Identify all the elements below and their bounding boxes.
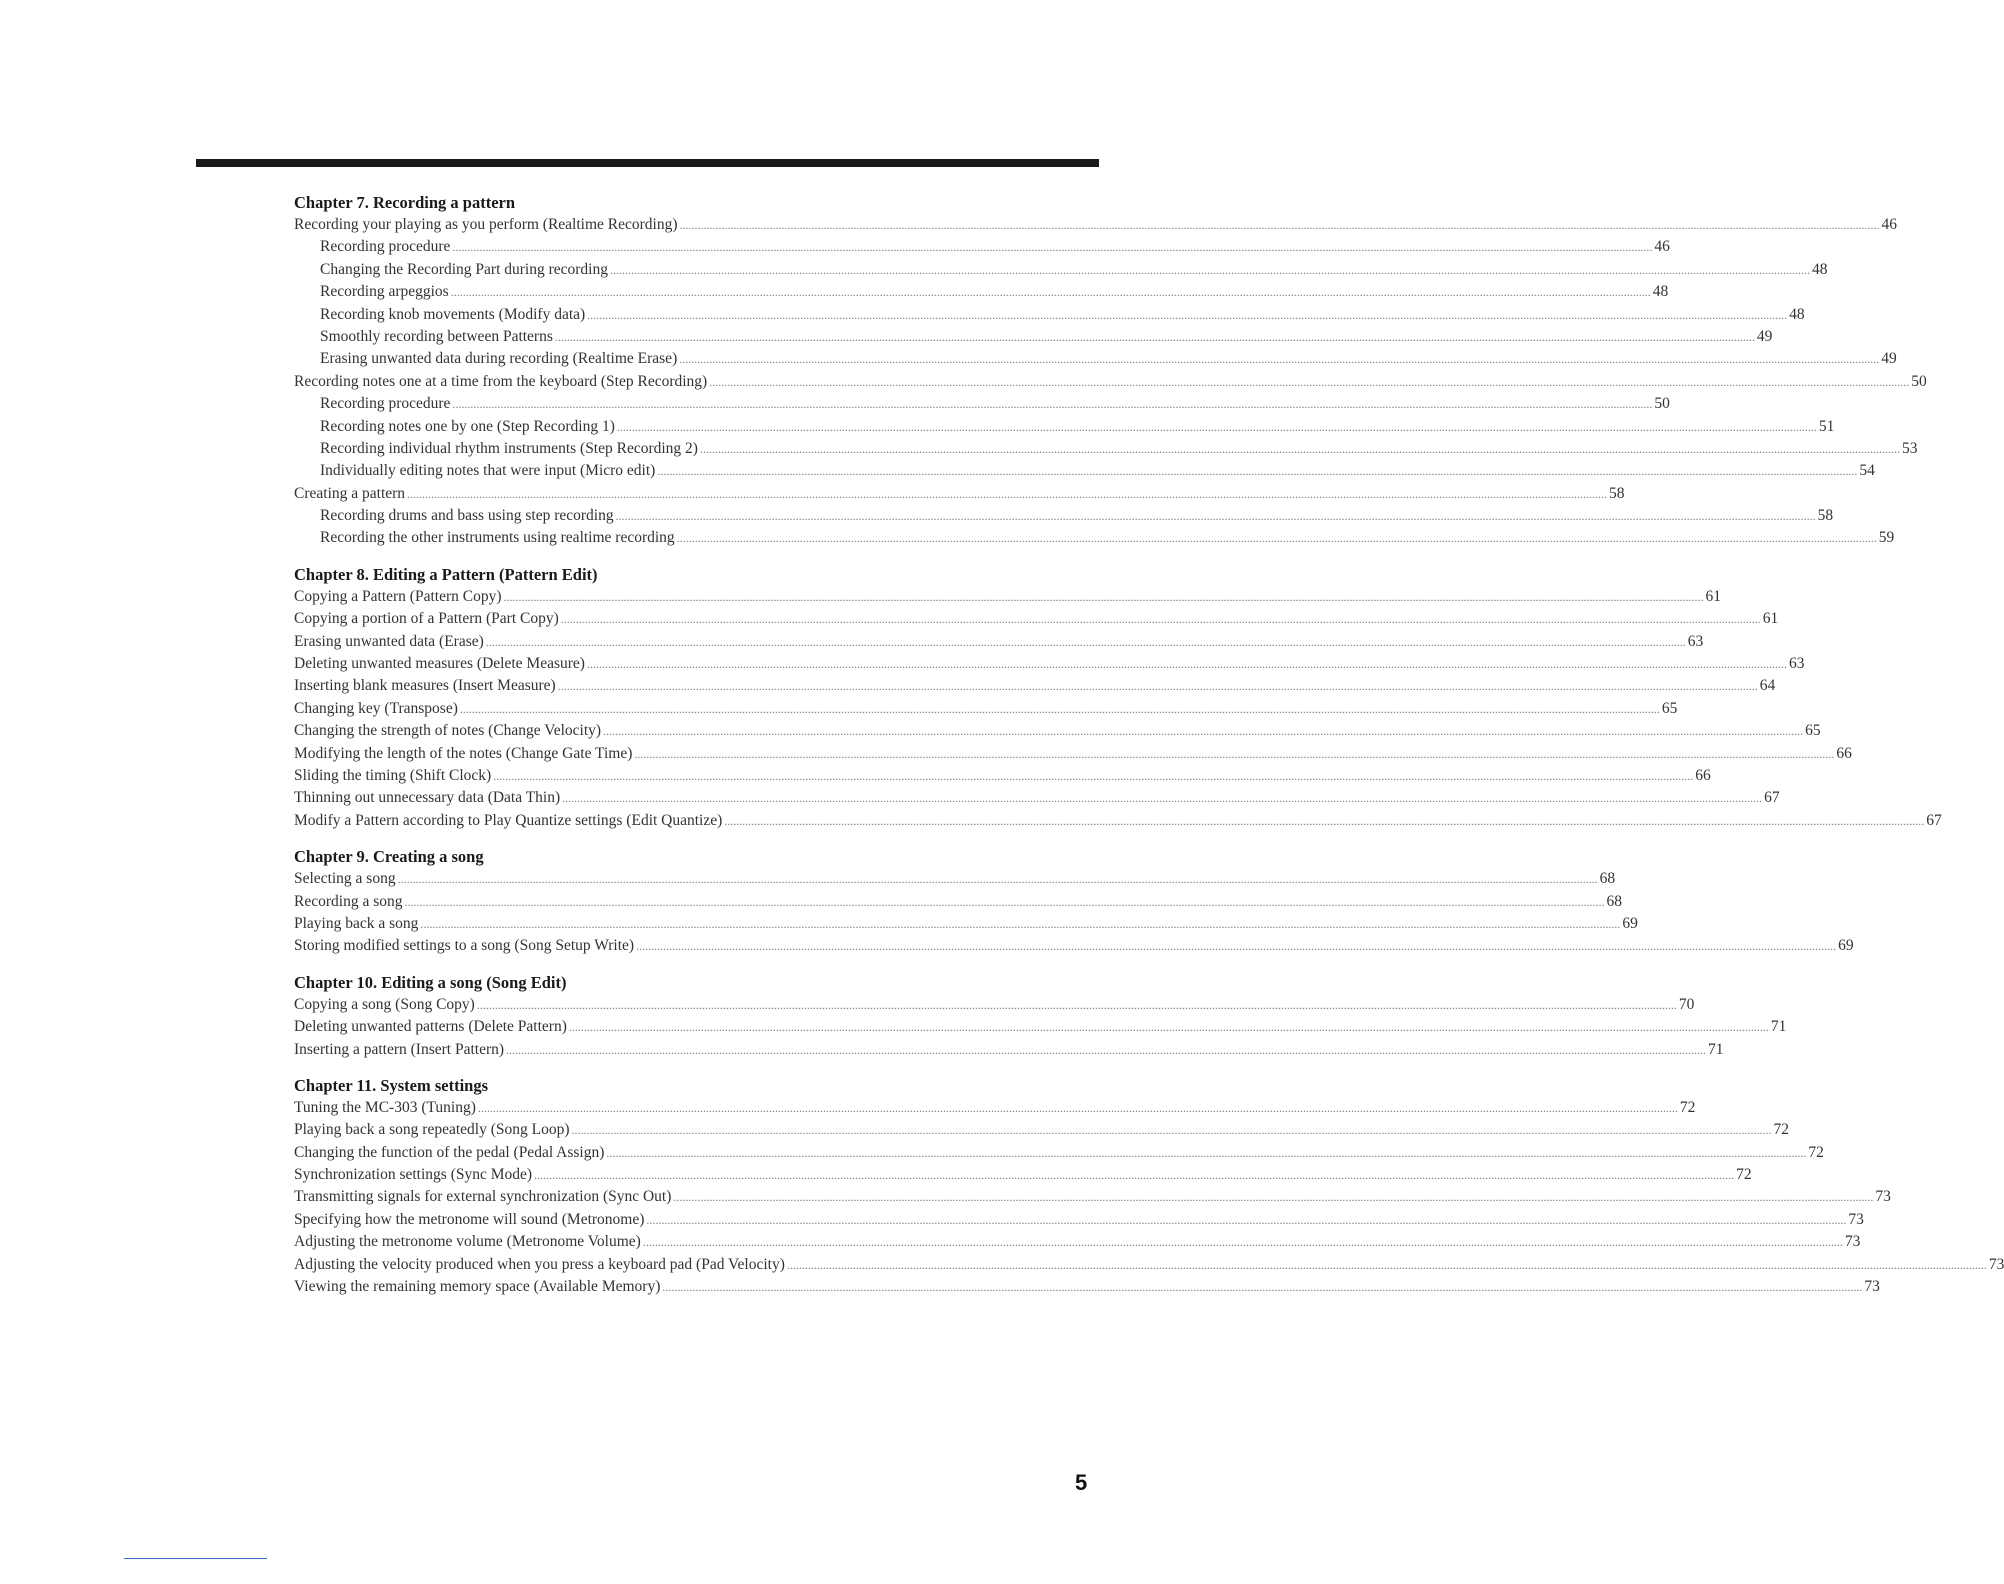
toc-entry-page: 72 bbox=[1679, 1098, 1696, 1116]
toc-entry-title: Playing back a song repeatedly (Song Loop) bbox=[294, 1121, 570, 1139]
toc-entry-page: 73 bbox=[1844, 1233, 1861, 1251]
dot-leader: ................................................................................................................................................................................................................................................................................................................................................................................................................ bbox=[452, 240, 1653, 255]
toc-entry[interactable] bbox=[294, 236, 1670, 258]
toc-entry-page: 72 bbox=[1808, 1143, 1824, 1161]
toc-entry-page: 58 bbox=[1609, 484, 1625, 502]
toc-entry[interactable] bbox=[294, 1164, 1752, 1186]
dot-leader: ................................................................................................................................................................................................................................................................................................................................................................................................................ bbox=[503, 589, 1704, 604]
toc-entry-title: Changing the function of the pedal (Pedal Assign) bbox=[294, 1143, 605, 1161]
dot-leader: ................................................................................................................................................................................................................................................................................................................................................................................................................ bbox=[609, 262, 1810, 277]
toc-entry-page: 48 bbox=[1652, 283, 1669, 301]
dot-leader: ................................................................................................................................................................................................................................................................................................................................................................................................................ bbox=[606, 1145, 1807, 1160]
toc-entry[interactable] bbox=[294, 935, 1854, 957]
toc-entry-page: 70 bbox=[1678, 995, 1695, 1013]
dot-leader: ................................................................................................................................................................................................................................................................................................................................................................................................................ bbox=[476, 997, 1677, 1012]
chapter-section bbox=[294, 564, 1942, 832]
toc-entry-title: Adjusting the velocity produced when you press a keyboard pad (Pad Velocity) bbox=[294, 1255, 785, 1273]
toc-entry-page: 59 bbox=[1878, 529, 1895, 547]
toc-entry-page: 49 bbox=[1881, 350, 1897, 368]
toc-entry-title: Tuning the MC-303 (Tuning) bbox=[294, 1098, 476, 1116]
toc-entry-title: Synchronization settings (Sync Mode) bbox=[294, 1166, 533, 1184]
toc-entry-page: 71 bbox=[1708, 1040, 1724, 1058]
toc-entry[interactable] bbox=[294, 393, 1670, 415]
toc-entry-title: Deleting unwanted measures (Delete Measure) bbox=[294, 655, 585, 673]
table-of-contents bbox=[294, 192, 2004, 1312]
dot-leader: ................................................................................................................................................................................................................................................................................................................................................................................................................ bbox=[407, 486, 1608, 501]
toc-entry[interactable] bbox=[294, 631, 1704, 653]
bottom-line bbox=[124, 1558, 267, 1559]
toc-entry-page: 69 bbox=[1622, 914, 1638, 932]
chapter-section bbox=[294, 192, 1927, 550]
toc-entry-title: Recording notes one at a time from the keyboard (Step Recording) bbox=[294, 372, 708, 390]
dot-leader: ................................................................................................................................................................................................................................................................................................................................................................................................................ bbox=[679, 218, 1880, 232]
toc-entry-title: Copying a song (Song Copy) bbox=[294, 995, 475, 1013]
toc-entry-page: 51 bbox=[1818, 417, 1835, 435]
toc-entry[interactable] bbox=[294, 281, 1669, 303]
dot-leader: ................................................................................................................................................................................................................................................................................................................................................................................................................ bbox=[586, 657, 1787, 672]
toc-entry[interactable] bbox=[294, 608, 1779, 630]
toc-entry[interactable] bbox=[294, 1254, 2004, 1276]
dot-leader: ................................................................................................................................................................................................................................................................................................................................................................................................................ bbox=[636, 939, 1837, 954]
toc-entry-title: Storing modified settings to a song (Song Setup Write) bbox=[294, 937, 635, 955]
toc-entry-page: 67 bbox=[1764, 789, 1780, 807]
toc-entry-title: Modifying the length of the notes (Change Gate Time) bbox=[294, 744, 633, 762]
dot-leader: ................................................................................................................................................................................................................................................................................................................................................................................................................ bbox=[557, 679, 1758, 694]
toc-entry[interactable] bbox=[294, 586, 1721, 608]
dot-leader: ................................................................................................................................................................................................................................................................................................................................................................................................................ bbox=[615, 509, 1816, 524]
toc-entry[interactable] bbox=[294, 868, 1616, 890]
toc-entry[interactable] bbox=[294, 787, 1780, 809]
dot-leader: ................................................................................................................................................................................................................................................................................................................................................................................................................ bbox=[724, 813, 1925, 828]
toc-entry[interactable] bbox=[294, 765, 1711, 787]
toc-entry[interactable] bbox=[294, 438, 1918, 460]
toc-entry-title: Recording a song bbox=[294, 892, 403, 910]
dot-leader: ................................................................................................................................................................................................................................................................................................................................................................................................................ bbox=[560, 612, 1761, 627]
toc-entry[interactable] bbox=[294, 810, 1942, 832]
toc-entry-page: 65 bbox=[1661, 699, 1678, 717]
toc-entry-page: 72 bbox=[1773, 1121, 1789, 1139]
toc-entry[interactable] bbox=[294, 1142, 1824, 1164]
toc-entry-title: Recording your playing as you perform (Realtime Recording) bbox=[294, 216, 678, 233]
toc-entry-page: 48 bbox=[1811, 260, 1828, 278]
toc-entry[interactable] bbox=[294, 460, 1875, 482]
toc-entry[interactable] bbox=[294, 1016, 1787, 1038]
toc-entry-title: Recording notes one by one (Step Recording 1) bbox=[320, 417, 615, 435]
toc-entry[interactable] bbox=[294, 653, 1805, 675]
toc-entry-title: Playing back a song bbox=[294, 914, 419, 932]
toc-entry-page: 53 bbox=[1901, 439, 1918, 457]
toc-entry-title: Sliding the timing (Shift Clock) bbox=[294, 766, 492, 784]
toc-entry-page: 54 bbox=[1859, 462, 1875, 480]
toc-entry[interactable] bbox=[294, 416, 1835, 438]
toc-entry-title: Changing the strength of notes (Change Velocity) bbox=[294, 722, 602, 740]
toc-entry-title: Selecting a song bbox=[294, 870, 396, 888]
toc-entry[interactable] bbox=[294, 214, 1898, 236]
page-number: 5 bbox=[1075, 1470, 1088, 1495]
dot-leader: ................................................................................................................................................................................................................................................................................................................................................................................................................ bbox=[642, 1235, 1843, 1250]
dot-leader: ................................................................................................................................................................................................................................................................................................................................................................................................................ bbox=[571, 1123, 1772, 1138]
toc-entry-title: Changing key (Transpose) bbox=[294, 699, 458, 717]
toc-entry-page: 50 bbox=[1654, 395, 1670, 413]
dot-leader: ................................................................................................................................................................................................................................................................................................................................................................................................................ bbox=[662, 1280, 1863, 1295]
toc-entry[interactable] bbox=[294, 994, 1695, 1016]
dot-leader: ................................................................................................................................................................................................................................................................................................................................................................................................................ bbox=[603, 724, 1804, 739]
chapter-section bbox=[294, 1075, 2004, 1299]
toc-entry[interactable] bbox=[294, 1231, 1861, 1253]
toc-entry-title: Changing the Recording Part during recording bbox=[320, 260, 608, 278]
toc-entry-page: 61 bbox=[1762, 610, 1779, 628]
toc-entry[interactable] bbox=[294, 913, 1638, 935]
toc-entry-page: 61 bbox=[1705, 587, 1721, 605]
dot-leader: ................................................................................................................................................................................................................................................................................................................................................................................................................ bbox=[493, 768, 1694, 783]
toc-entry-page: 48 bbox=[1789, 305, 1805, 323]
dot-leader: ................................................................................................................................................................................................................................................................................................................................................................................................................ bbox=[459, 701, 1660, 716]
toc-entry[interactable] bbox=[294, 304, 1805, 326]
top-rule bbox=[196, 159, 1099, 167]
toc-entry-page: 50 bbox=[1911, 372, 1927, 390]
dot-leader: ................................................................................................................................................................................................................................................................................................................................................................................................................ bbox=[452, 397, 1653, 412]
toc-entry-title: Recording the other instruments using realtime recording bbox=[320, 529, 675, 547]
toc-entry-title: Transmitting signals for external synchronization (Sync Out) bbox=[294, 1188, 672, 1206]
toc-entry-title: Thinning out unnecessary data (Data Thin) bbox=[294, 789, 561, 807]
toc-entry-title: Viewing the remaining memory space (Available Memory) bbox=[294, 1278, 661, 1296]
toc-entry-title: Recording individual rhythm instruments (Step Recording 2) bbox=[320, 439, 698, 457]
toc-entry[interactable] bbox=[294, 505, 1834, 527]
dot-leader: ................................................................................................................................................................................................................................................................................................................................................................................................................ bbox=[450, 285, 1651, 300]
toc-entry-page: 66 bbox=[1695, 766, 1711, 784]
toc-entry[interactable] bbox=[294, 326, 1773, 348]
toc-entry[interactable] bbox=[294, 259, 1828, 281]
toc-entry[interactable] bbox=[294, 743, 1852, 765]
chapter-section bbox=[294, 846, 1854, 958]
toc-entry-page: 46 bbox=[1881, 216, 1898, 233]
toc-entry-page: 49 bbox=[1756, 327, 1773, 345]
toc-entry-page: 63 bbox=[1788, 655, 1805, 673]
dot-leader: ................................................................................................................................................................................................................................................................................................................................................................................................................ bbox=[568, 1020, 1769, 1035]
toc-entry-title: Smoothly recording between Patterns bbox=[320, 327, 553, 345]
toc-entry-page: 68 bbox=[1606, 892, 1622, 910]
dot-leader: ................................................................................................................................................................................................................................................................................................................................................................................................................ bbox=[477, 1100, 1678, 1115]
dot-leader: ................................................................................................................................................................................................................................................................................................................................................................................................................ bbox=[485, 634, 1686, 649]
toc-entry-page: 69 bbox=[1838, 937, 1854, 955]
toc-entry-page: 72 bbox=[1736, 1166, 1752, 1184]
toc-entry[interactable] bbox=[294, 891, 1622, 913]
dot-leader: ................................................................................................................................................................................................................................................................................................................................................................................................................ bbox=[676, 531, 1877, 546]
toc-entry-title: Recording arpeggios bbox=[320, 283, 449, 301]
dot-leader: ................................................................................................................................................................................................................................................................................................................................................................................................................ bbox=[699, 441, 1900, 456]
toc-entry-title: Recording knob movements (Modify data) bbox=[320, 305, 586, 323]
dot-leader: ................................................................................................................................................................................................................................................................................................................................................................................................................ bbox=[404, 894, 1605, 909]
toc-entry-title: Erasing unwanted data during recording (Realtime Erase) bbox=[320, 350, 678, 368]
toc-entry[interactable] bbox=[294, 720, 1821, 742]
dot-leader: ................................................................................................................................................................................................................................................................................................................................................................................................................ bbox=[709, 374, 1910, 389]
dot-leader: ................................................................................................................................................................................................................................................................................................................................................................................................................ bbox=[397, 872, 1598, 887]
toc-entry-title: Specifying how the metronome will sound (Metronome) bbox=[294, 1210, 645, 1228]
toc-entry-page: 73 bbox=[1864, 1278, 1880, 1296]
toc-entry[interactable] bbox=[294, 1186, 1891, 1208]
chapter-title: Chapter 7. Recording a pattern bbox=[294, 193, 516, 212]
toc-entry[interactable] bbox=[294, 675, 1776, 697]
dot-leader: ................................................................................................................................................................................................................................................................................................................................................................................................................ bbox=[673, 1190, 1874, 1205]
dot-leader: ................................................................................................................................................................................................................................................................................................................................................................................................................ bbox=[679, 352, 1880, 367]
toc-entry-page: 46 bbox=[1654, 238, 1670, 256]
toc-entry-page: 63 bbox=[1687, 632, 1704, 650]
chapter-section bbox=[294, 972, 1787, 1061]
toc-entry[interactable] bbox=[294, 483, 1625, 505]
toc-entry-title: Creating a pattern bbox=[294, 484, 406, 502]
toc-entry-title: Recording procedure bbox=[320, 395, 451, 413]
toc-entry-title: Copying a Pattern (Pattern Copy) bbox=[294, 587, 502, 605]
toc-entry-page: 71 bbox=[1770, 1018, 1787, 1036]
toc-entry-title: Modify a Pattern according to Play Quantize settings (Edit Quantize) bbox=[294, 811, 723, 829]
toc-entry-page: 58 bbox=[1817, 507, 1834, 525]
toc-entry-title: Copying a portion of a Pattern (Part Copy) bbox=[294, 610, 559, 628]
dot-leader: ................................................................................................................................................................................................................................................................................................................................................................................................................ bbox=[506, 1042, 1707, 1057]
toc-entry-page: 73 bbox=[1848, 1210, 1864, 1228]
toc-entry[interactable] bbox=[294, 371, 1927, 393]
toc-entry-title: Inserting a pattern (Insert Pattern) bbox=[294, 1040, 505, 1058]
toc-entry-title: Recording drums and bass using step recording bbox=[320, 507, 614, 525]
toc-entry[interactable] bbox=[294, 1039, 1724, 1061]
toc-entry[interactable] bbox=[294, 348, 1897, 370]
toc-entry-page: 66 bbox=[1836, 744, 1852, 762]
toc-entry-page: 65 bbox=[1805, 722, 1821, 740]
dot-leader: ................................................................................................................................................................................................................................................................................................................................................................................................................ bbox=[587, 307, 1788, 322]
toc-entry[interactable] bbox=[294, 1119, 1789, 1141]
toc-entry-title: Adjusting the metronome volume (Metronome Volume) bbox=[294, 1233, 641, 1251]
toc-entry[interactable] bbox=[294, 1276, 1880, 1298]
toc-entry-page: 68 bbox=[1599, 870, 1616, 888]
toc-entry[interactable] bbox=[294, 1097, 1696, 1119]
toc-entry-page: 67 bbox=[1926, 811, 1942, 829]
toc-entry[interactable] bbox=[294, 1209, 1864, 1231]
toc-entry-title: Individually editing notes that were input (Micro edit) bbox=[320, 462, 656, 480]
dot-leader: ................................................................................................................................................................................................................................................................................................................................................................................................................ bbox=[616, 419, 1817, 434]
chapter-title: Chapter 11. System settings bbox=[294, 1075, 489, 1095]
toc-entry-title: Recording procedure bbox=[320, 238, 451, 256]
toc-entry-page: 64 bbox=[1759, 677, 1776, 695]
toc-entry-title: Deleting unwanted patterns (Delete Pattern) bbox=[294, 1018, 567, 1036]
dot-leader: ................................................................................................................................................................................................................................................................................................................................................................................................................ bbox=[554, 329, 1755, 344]
dot-leader: ................................................................................................................................................................................................................................................................................................................................................................................................................ bbox=[657, 464, 1858, 479]
toc-entry-page: 73 bbox=[1988, 1255, 2004, 1273]
toc-entry[interactable] bbox=[294, 698, 1678, 720]
dot-leader: ................................................................................................................................................................................................................................................................................................................................................................................................................ bbox=[646, 1212, 1847, 1227]
toc-entry-page: 73 bbox=[1875, 1188, 1891, 1206]
dot-leader: ................................................................................................................................................................................................................................................................................................................................................................................................................ bbox=[786, 1257, 1987, 1272]
chapter-title: Chapter 9. Creating a song bbox=[294, 847, 484, 867]
toc-entry-title: Erasing unwanted data (Erase) bbox=[294, 632, 484, 650]
dot-leader: ................................................................................................................................................................................................................................................................................................................................................................................................................ bbox=[634, 746, 1835, 761]
toc-entry[interactable] bbox=[294, 527, 1895, 549]
dot-leader: ................................................................................................................................................................................................................................................................................................................................................................................................................ bbox=[562, 791, 1763, 806]
toc-entry-title: Inserting blank measures (Insert Measure) bbox=[294, 677, 556, 695]
dot-leader: ................................................................................................................................................................................................................................................................................................................................................................................................................ bbox=[534, 1168, 1735, 1183]
chapter-title: Chapter 10. Editing a song (Song Edit) bbox=[294, 972, 567, 992]
chapter-title: Chapter 8. Editing a Pattern (Pattern Edit) bbox=[294, 564, 598, 584]
dot-leader: ................................................................................................................................................................................................................................................................................................................................................................................................................ bbox=[420, 916, 1621, 931]
